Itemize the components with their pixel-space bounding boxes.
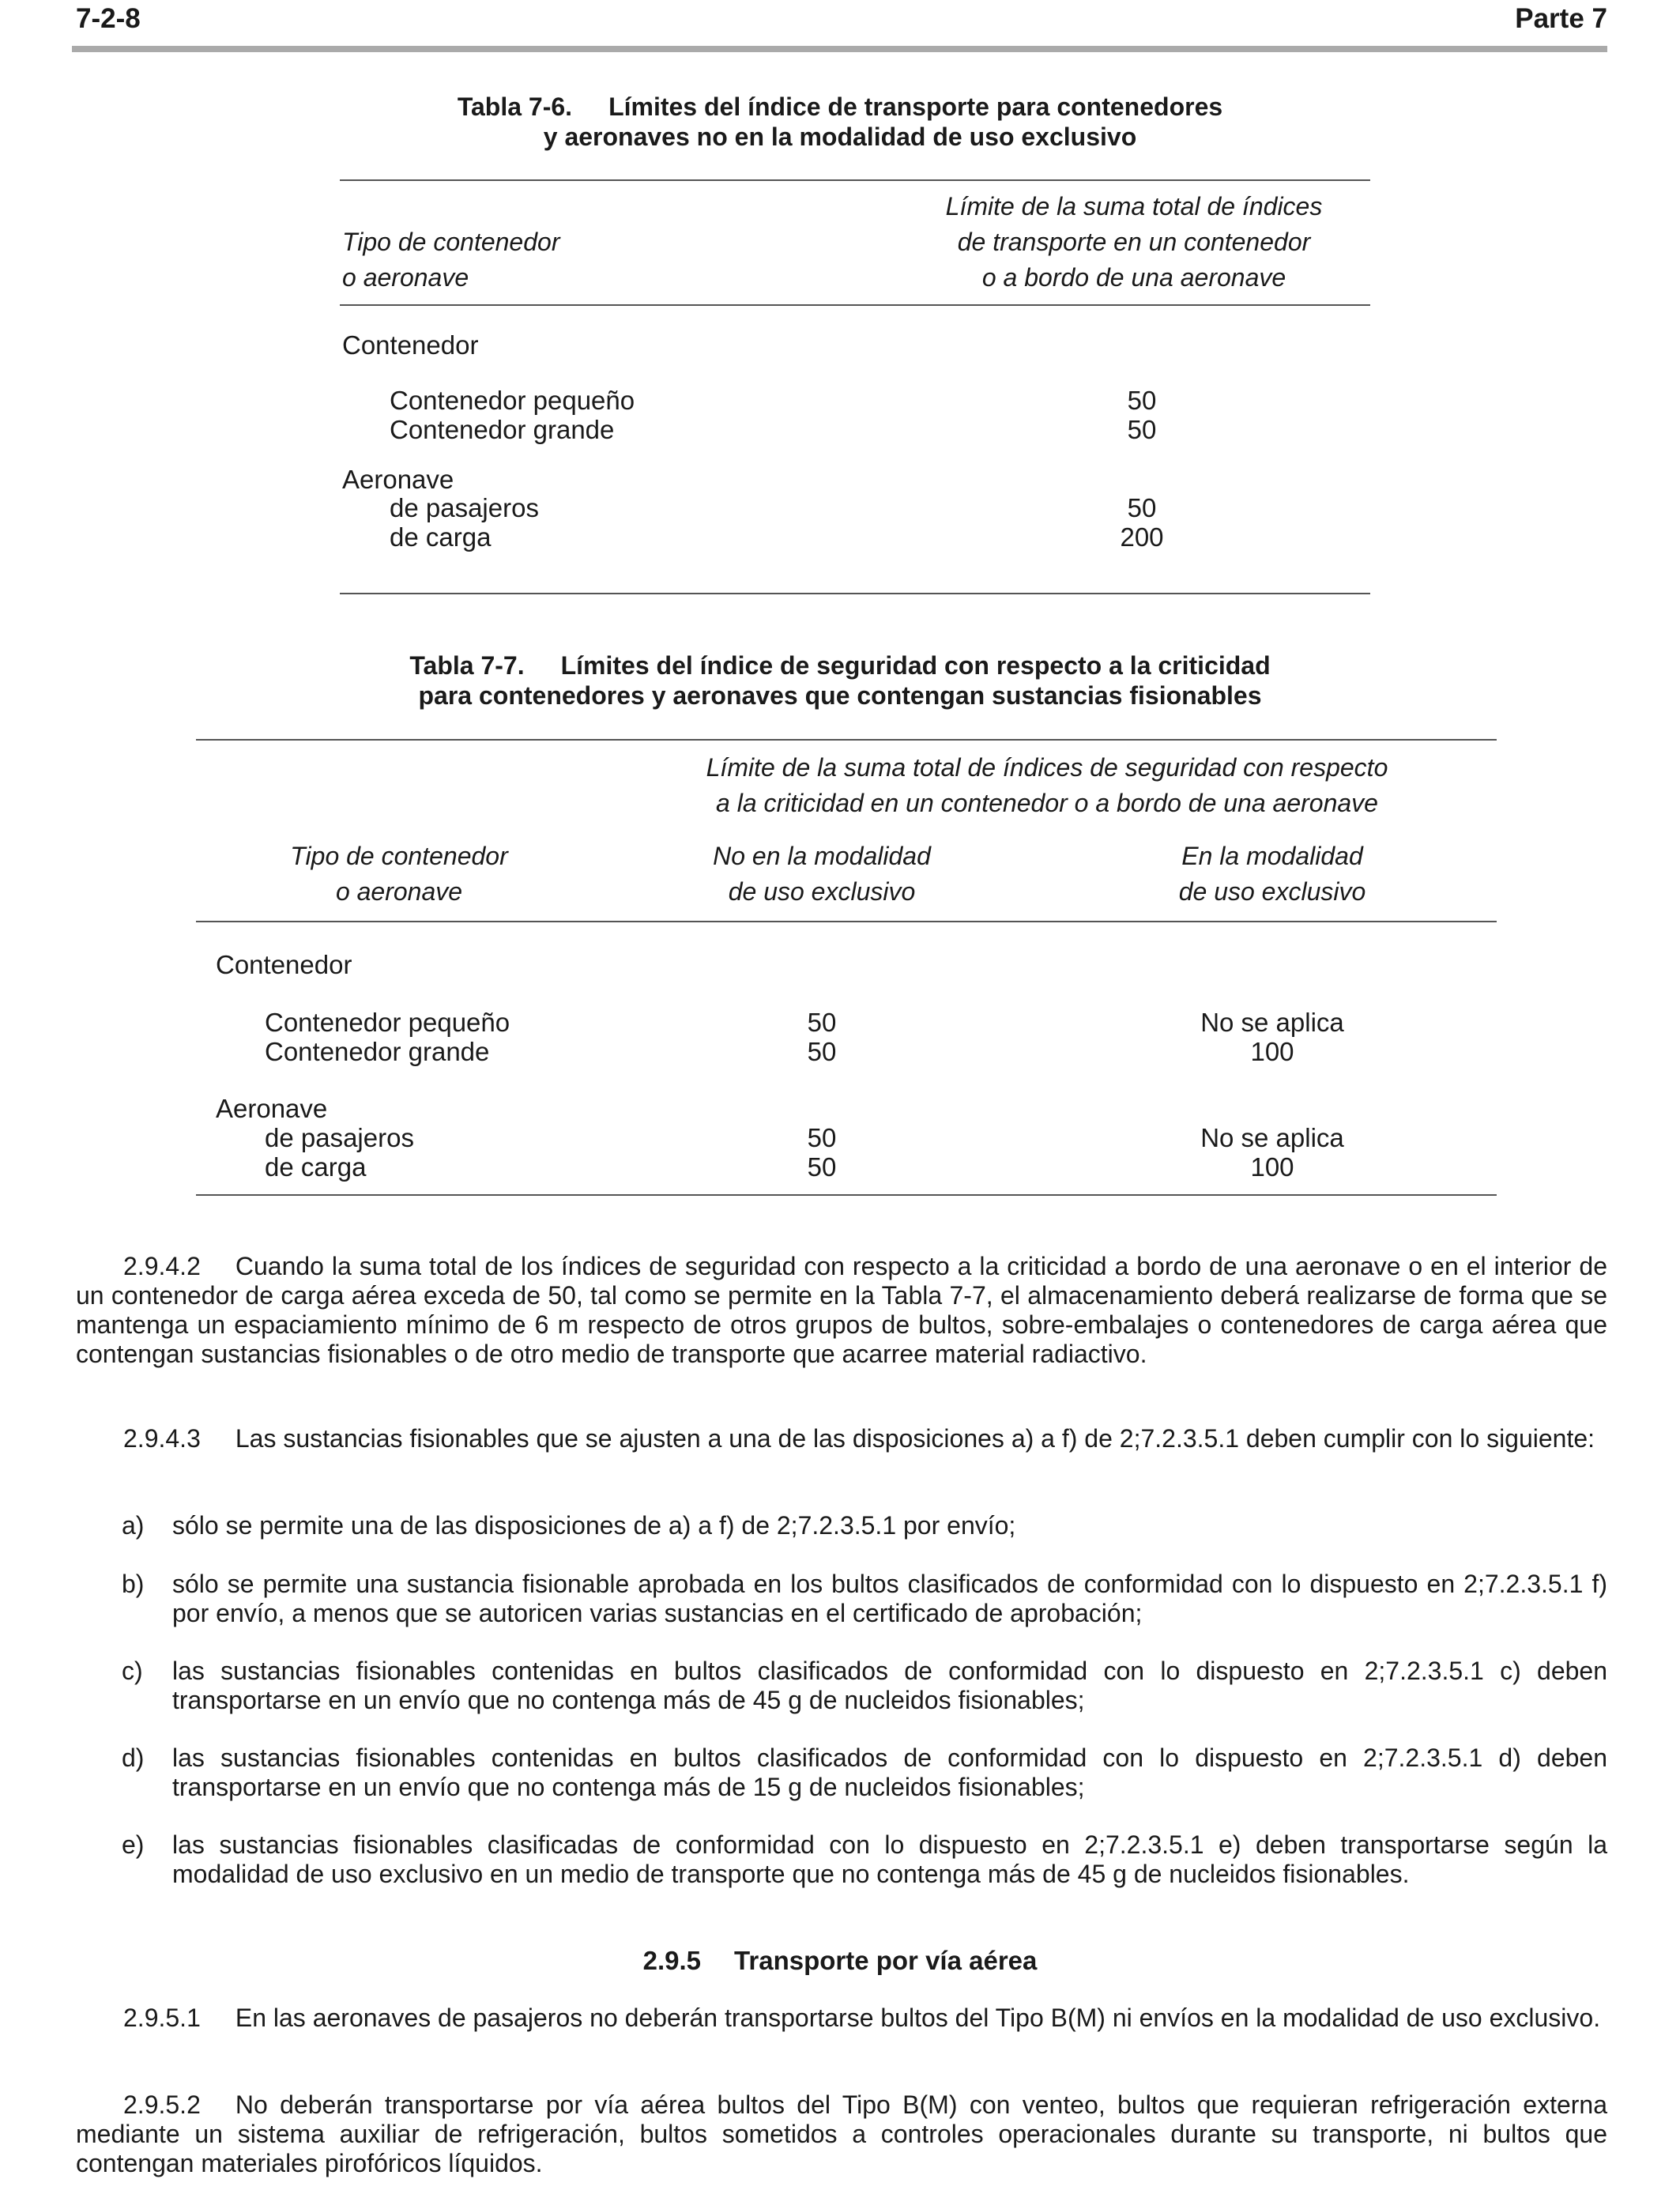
paragraph-number: 2.9.4.3 bbox=[123, 1424, 201, 1453]
table2-row-v2: 100 bbox=[1250, 1152, 1294, 1182]
paragraph-number: 2.9.4.2 bbox=[123, 1252, 201, 1280]
paragraph-number: 2.9.5.2 bbox=[123, 2090, 201, 2119]
table1-group-aeronave: Aeronave bbox=[342, 465, 454, 494]
table2-row-v1: 50 bbox=[807, 1152, 837, 1182]
table2-span-header: Límite de la suma total de índices de seguridad con respecto a la criticidad en un contenedor o a bordo de una aeronave bbox=[706, 753, 1388, 817]
table2-row-label: Contenedor pequeño bbox=[265, 1008, 510, 1037]
table2-group-contenedor: Contenedor bbox=[216, 950, 352, 979]
table2-row-label: de carga bbox=[265, 1152, 367, 1182]
table2-group-aeronave: Aeronave bbox=[216, 1094, 328, 1123]
table2-row-v2: No se aplica bbox=[1200, 1123, 1344, 1152]
table2-title-line1: Límites del índice de seguridad con respecto a la criticidad bbox=[560, 651, 1271, 680]
table2-row-label: Contenedor grande bbox=[265, 1037, 490, 1066]
table1-col1-header: Tipo de contenedor o aeronave bbox=[342, 228, 560, 292]
part-label: Parte 7 bbox=[1515, 3, 1607, 34]
table2-row-v1: 50 bbox=[807, 1008, 837, 1037]
paragraph-2-9-5-1: 2.9.5.1 En las aeronaves de pasajeros no deberán transportarse bultos del Tipo B(M) ni envíos en la modalidad de uso exclusivo. bbox=[123, 2004, 1601, 2032]
table1-row-value: 200 bbox=[1120, 522, 1164, 552]
table2-caption bbox=[0, 650, 1680, 711]
section-heading bbox=[0, 1945, 1680, 1977]
table2-header-rule bbox=[196, 921, 1497, 922]
table1-row-value: 50 bbox=[1127, 415, 1157, 444]
table2-title-line2: para contenedores y aeronaves que contengan sustancias fisionables bbox=[418, 681, 1262, 710]
table2-bottom-rule bbox=[196, 1194, 1497, 1196]
table2-col1-header: Tipo de contenedor o aeronave bbox=[290, 842, 508, 906]
table1-row-label: Contenedor grande bbox=[390, 415, 615, 444]
table2-top-rule bbox=[196, 739, 1497, 741]
table1-title-line2: y aeronaves no en la modalidad de uso exclusivo bbox=[543, 123, 1137, 151]
table2-col2-header: No en la modalidad de uso exclusivo bbox=[713, 842, 931, 906]
section-title: Transporte por vía aérea bbox=[734, 1946, 1038, 1975]
paragraph-number: 2.9.5.1 bbox=[123, 2004, 201, 2032]
table1-title-line1: Límites del índice de transporte para contenedores bbox=[608, 92, 1223, 121]
table1-bottom-rule bbox=[340, 593, 1370, 594]
document-page: 7-2-8 Parte 7 Tabla 7-6. Límites del índice de transporte para contenedores y aeronaves no en la modalidad de uso exclusivo Tipo de contenedor o aeronave Límite de la suma total de índices de transporte en un contenedor o a bordo de una aeronave Contenedor Contenedor pequeño 50 Contenedor grande 50 Aeronave de pasajeros 50 de carga 200 Tabla 7-7. Límites del índice de seguridad con respecto a la criticidad para contenedores y aeronaves que contengan sustancias fisionables Límite de la suma total de índices de seguridad con respecto a la criticidad en un contenedor o a bordo de una aeronave Tipo de contenedor o aeronave No en la modalidad de uso exclusivo En la modalidad de uso exclusivo Contenedor Contenedor pequeño 50 No se aplica Contenedor grande 50 100 Aeronave de pasajeros 50 No se aplica de carga 50 100 2.9.4.2 Cuando la suma total de los índices de seguridad con respecto a la criticidad a bordo de una aeronave o en el interior de un contenedor de carga aérea exceda de 50, tal como se permite en la Tabla 7-7, el almacenamiento deberá realizarse de forma que se mantenga un espaciamiento mínimo de 6 m respecto de otros grupos de bultos, sobre-embalajes o contenedores de carga aérea que contengan sustancias fisionables o de otro medio de transporte que acarree material radiactivo. 2.9.4.3 Las sustancias fisionables que se ajusten a una de las disposiciones a) a f) de 2;7.2.3.5.1 deben cumplir con lo siguiente: a) sólo se permite una de las disposiciones de a) a f) de 2;7.2.3.5.1 por envío; b) sólo se permite una sustancia fisionable aprobada en los bultos clasificados de conformidad con lo dispuesto en 2;7.2.3.5.1 f) por envío, a menos que se autoricen varias sustancias en el certificado de aprobación; c) las sustancias fisionables contenidas en bultos clasificados de conformidad con lo dispuesto en 2;7.2.3.5.1 c) deben transportarse en un envío que no contenga más de 45 g de nucleidos fisionables; d) las sustancias fisionables contenidas en bultos clasificados de conformidad con lo dispuesto en 2;7.2.3.5.1 d) deben transportarse en un envío que no contenga más de 15 g de nucleidos fisionables; e) las sustancias fisionables clasificadas de conformidad con lo dispuesto en 2;7.2.3.5.1 e) deben transportarse según la modalidad de uso exclusivo en un medio de transporte que no contenga más de 45 g de nucleidos fisionables. 2.9.5 Transporte por vía aérea 2.9.5.1 En las aeronaves de pasajeros no deberán transportarse bultos del Tipo B(M) ni envíos en la modalidad de uso exclusivo. 2.9.5.2 No deberán transportarse por vía aérea bultos del Tipo B(M) con venteo, bultos que requieran refrigeración externa mediante un sistema auxiliar de refrigeración, bultos sometidos a controles operacionales durante su transporte, ni bultos que contengan materiales pirofóricos líquidos. bbox=[0, 0, 1680, 2194]
table2-row-v2: 100 bbox=[1250, 1037, 1294, 1066]
page-number: 7-2-8 bbox=[76, 3, 141, 34]
table1-group-contenedor: Contenedor bbox=[342, 330, 479, 360]
table2-label: Tabla 7-7. bbox=[409, 651, 525, 680]
table2-row-v2: No se aplica bbox=[1200, 1008, 1344, 1037]
page-header bbox=[76, 3, 1607, 38]
table1-caption bbox=[0, 92, 1680, 152]
paragraph-2-9-4-3: 2.9.4.3 Las sustancias fisionables que se ajusten a una de las disposiciones a) a f) de 2;7.2.3.5.1 deben cumplir con lo siguiente: bbox=[123, 1424, 1595, 1453]
table1-row-label: de carga bbox=[390, 522, 492, 552]
table2-row-v1: 50 bbox=[807, 1037, 837, 1066]
table1-header-rule bbox=[340, 304, 1370, 306]
table2-col3-header: En la modalidad de uso exclusivo bbox=[1178, 842, 1366, 906]
paragraph-2-9-4-2: 2.9.4.2 Cuando la suma total de los índices de seguridad con respecto a la criticidad a bordo de una aeronave o en el interior de un contenedor de carga aérea exceda de 50, tal como se permite en la Tabla 7-7, el almacenamiento deberá realizarse de forma que se mantenga un espaciamiento mínimo de 6 m respecto de otros grupos de bultos, sobre-embalajes o contenedores de carga aérea que contengan sustancias fisionables o de otro medio de transporte que acarree material radiactivo. bbox=[76, 1252, 1607, 1368]
table1-row-value: 50 bbox=[1127, 493, 1157, 522]
table1-label: Tabla 7-6. bbox=[457, 92, 573, 121]
table1-row-label: de pasajeros bbox=[390, 493, 539, 522]
table2-row-v1: 50 bbox=[807, 1123, 837, 1152]
table1-top-rule bbox=[340, 179, 1370, 181]
section-number: 2.9.5 bbox=[642, 1946, 702, 1975]
table1-row-label: Contenedor pequeño bbox=[390, 386, 635, 415]
table1-col2-header: Límite de la suma total de índices de transporte en un contenedor o a bordo de una aeronave bbox=[945, 192, 1323, 292]
table2-row-label: de pasajeros bbox=[265, 1123, 414, 1152]
paragraph-2-9-5-2: 2.9.5.2 No deberán transportarse por vía aérea bultos del Tipo B(M) con venteo, bultos que requieran refrigeración externa mediante un sistema auxiliar de refrigeración, bultos sometidos a controles operacionales durante su transporte, ni bultos que contengan materiales pirofóricos líquidos. bbox=[76, 2090, 1607, 2177]
table1-row-value: 50 bbox=[1127, 386, 1157, 415]
header-rule bbox=[72, 46, 1607, 52]
